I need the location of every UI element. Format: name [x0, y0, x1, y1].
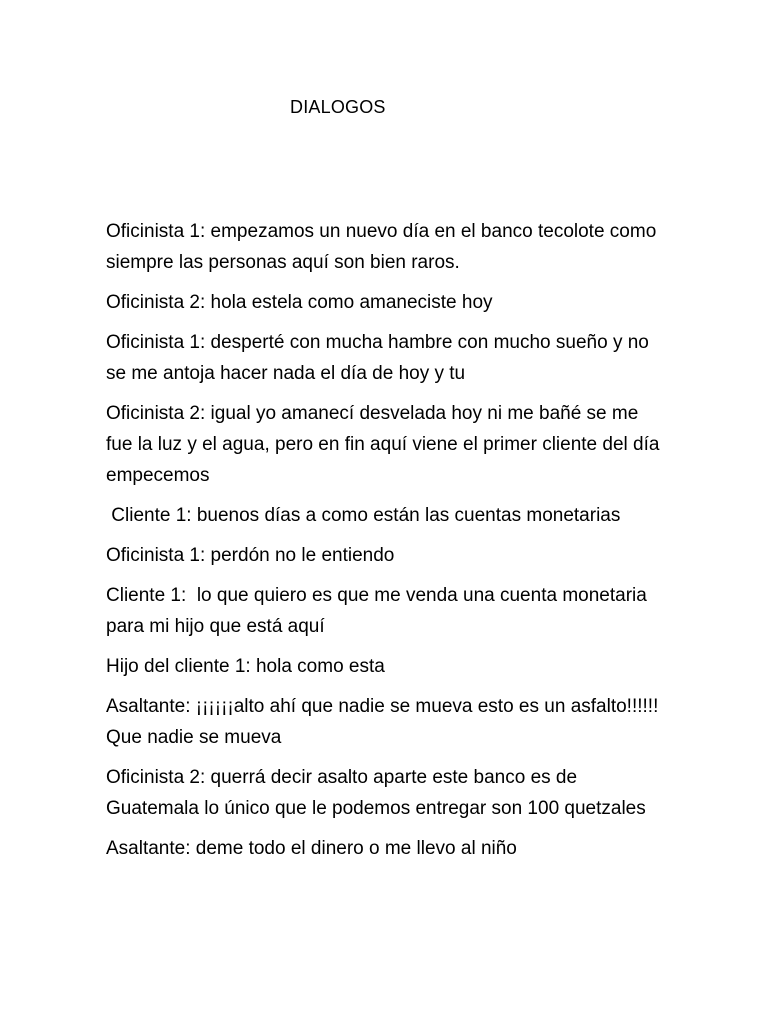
- dialogue-paragraph: Asaltante: ¡¡¡¡¡¡alto ahí que nadie se mueva esto es un asfalto!!!!!! Que nadie se mueva: [106, 696, 664, 748]
- dialogue-paragraph: Hijo del cliente 1: hola como esta: [106, 656, 385, 677]
- document-title: DIALOGOS: [290, 97, 386, 117]
- dialogue-paragraph: Oficinista 2: igual yo amanecí desvelada hoy ni me bañé se me fue la luz y el agua, pero en fin aquí viene el primer cliente del día empecemos: [106, 403, 665, 486]
- dialogue-paragraph: Asaltante: deme todo el dinero o me llevo al niño: [106, 838, 517, 859]
- dialogue-paragraph: Oficinista 2: querrá decir asalto aparte este banco es de Guatemala lo único que le podemos entregar son 100 quetzales: [106, 767, 646, 819]
- dialogue-paragraph: Cliente 1: buenos días a como están las cuentas monetarias: [106, 505, 621, 526]
- dialogue-paragraph: Oficinista 1: perdón no le entiendo: [106, 545, 395, 566]
- dialogue-paragraph: Oficinista 1: desperté con mucha hambre con mucho sueño y no se me antoja hacer nada el día de hoy y tu: [106, 332, 655, 384]
- dialogue-paragraph: Oficinista 2: hola estela como amaneciste hoy: [106, 292, 493, 313]
- dialogue-paragraph: Oficinista 1: empezamos un nuevo día en el banco tecolote como siempre las personas aquí son bien raros.: [106, 221, 662, 273]
- document-body: [106, 216, 666, 873]
- dialogue-paragraph: Cliente 1: lo que quiero es que me venda una cuenta monetaria para mi hijo que está aquí: [106, 585, 653, 637]
